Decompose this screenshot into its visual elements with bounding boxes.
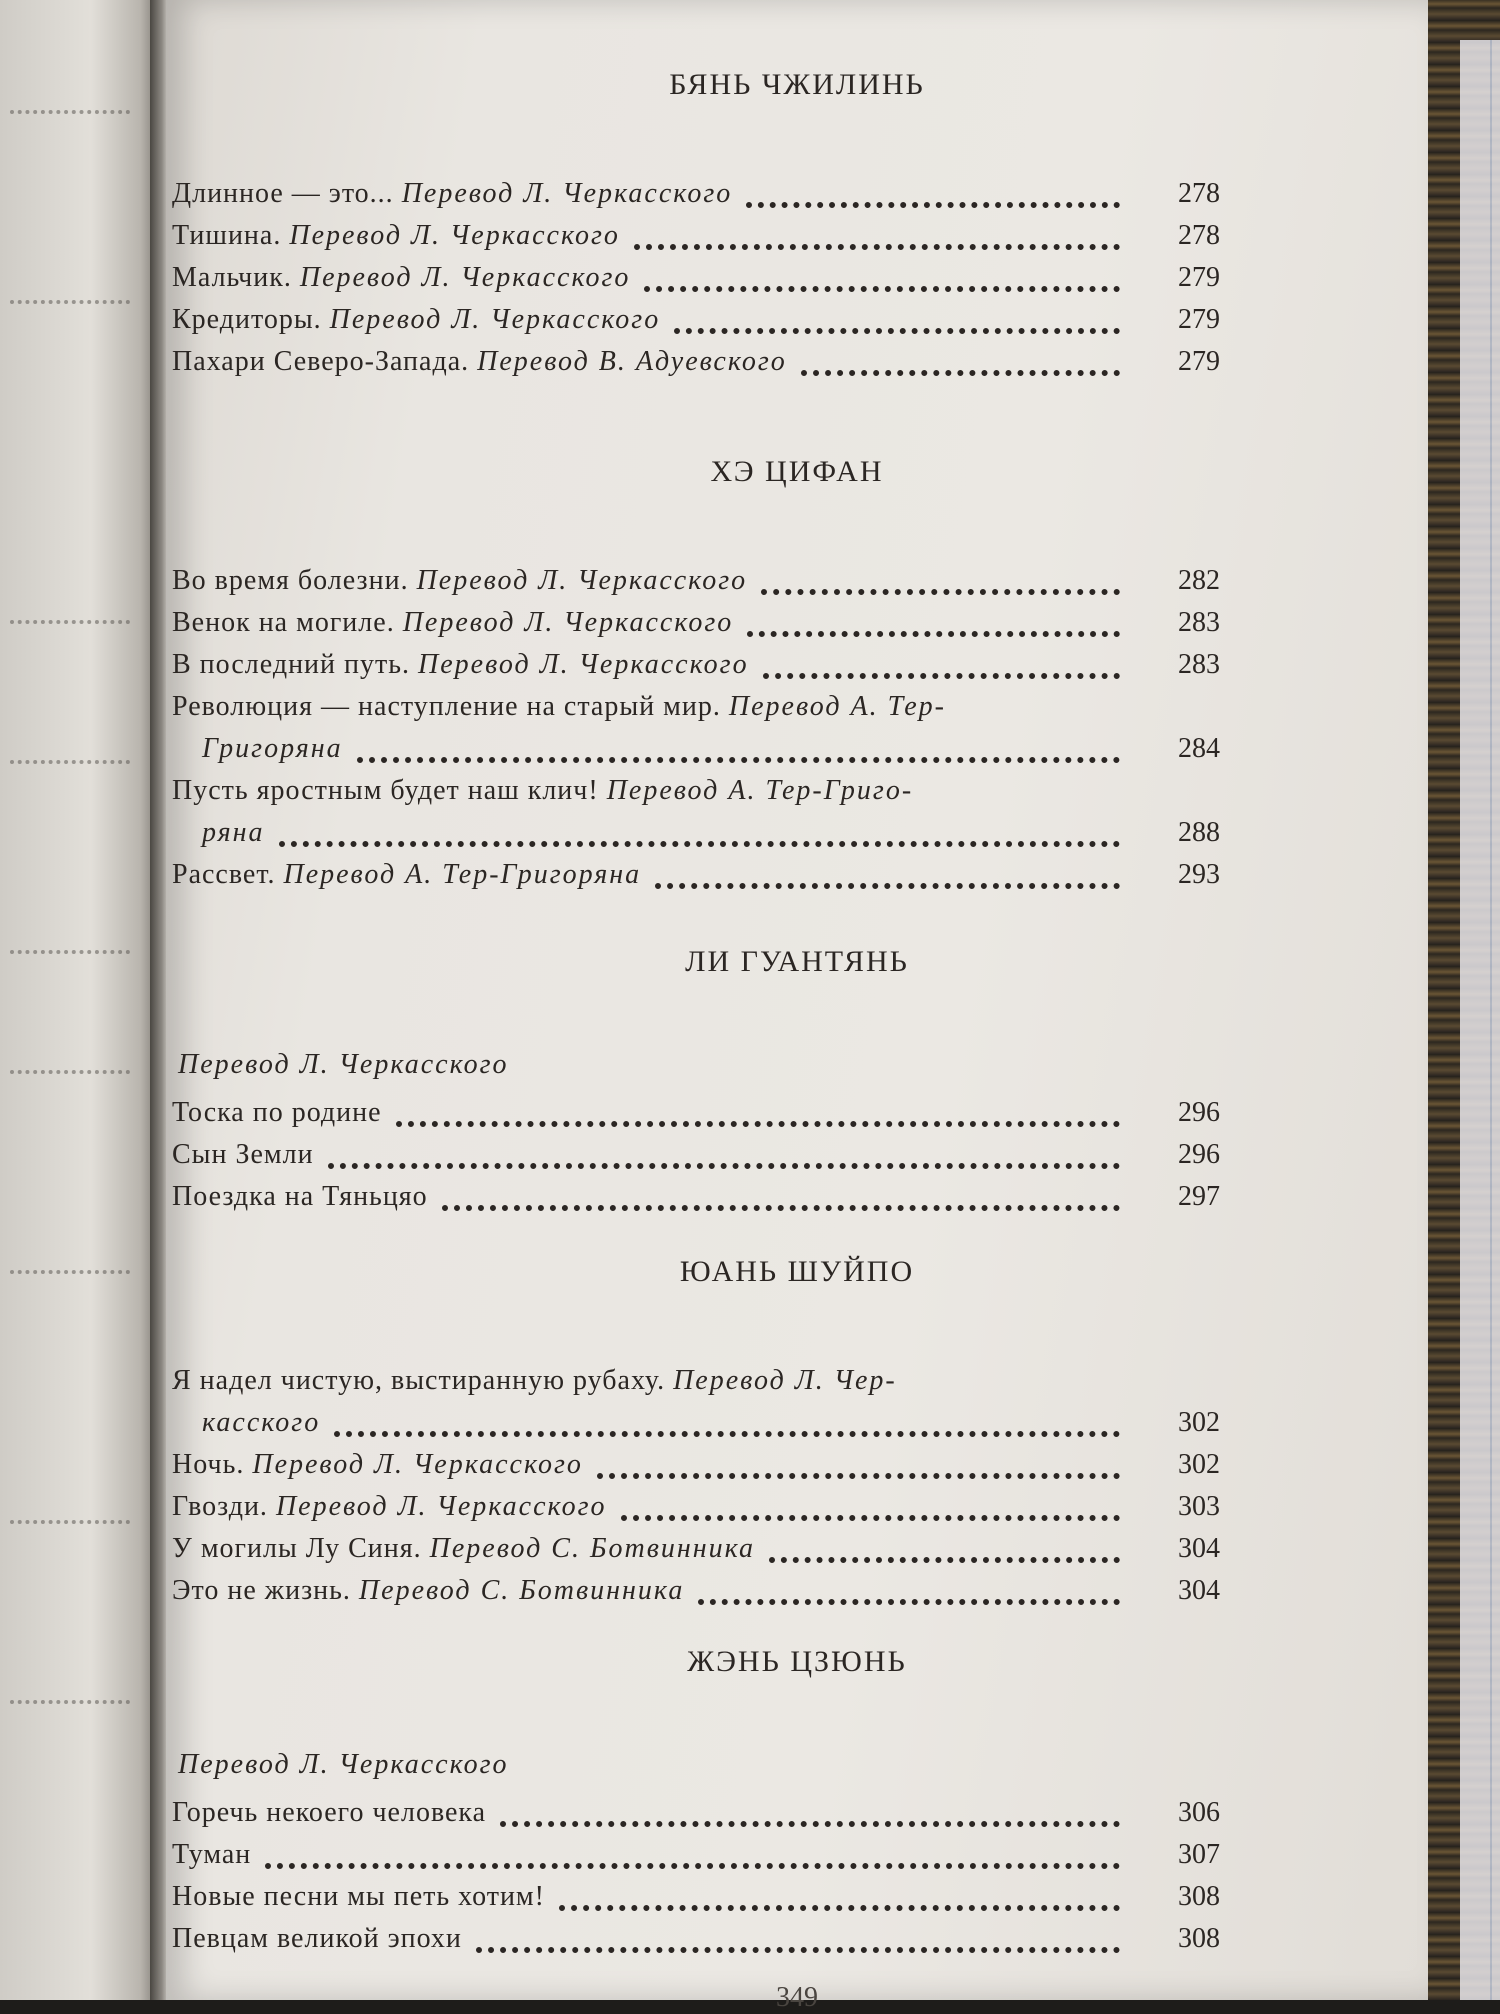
page-number: 288 (1178, 817, 1220, 848)
dot-leader (655, 883, 1120, 889)
dot-leader (634, 244, 1120, 250)
entry-title: Туман (172, 1839, 252, 1870)
page-number: 293 (1178, 859, 1220, 890)
dot-leader (746, 202, 1120, 208)
entry-title: Тоска по родине (172, 1097, 382, 1128)
entry-title-line (172, 220, 620, 252)
toc-entry[interactable] (166, 1575, 1428, 1615)
toc-entry[interactable] (166, 565, 1428, 605)
dot-leader (500, 1821, 1120, 1827)
entry-title-line (172, 775, 913, 807)
dot-leader (328, 1163, 1120, 1169)
page-number: 306 (1178, 1797, 1220, 1828)
facing-page-text (10, 110, 130, 118)
toc-entry[interactable] (166, 1839, 1428, 1879)
contents-page (166, 0, 1428, 2013)
entry-title: Пахари Северо-Запада. (172, 346, 470, 377)
facing-page-text (10, 1070, 130, 1078)
dot-leader (621, 1515, 1120, 1521)
entry-translator: Перевод Л. Черкасского (401, 178, 733, 209)
entry-title-line (172, 304, 660, 336)
page-number: 279 (1178, 262, 1220, 293)
entry-title: Новые песни мы петь хотим! (172, 1881, 545, 1912)
translator-note: Перевод Л. Черкасского (178, 1049, 509, 1080)
dot-leader (644, 286, 1120, 292)
entry-title: Во время болезни. (172, 565, 409, 596)
toc-entry[interactable] (166, 220, 1428, 260)
facing-page-text (10, 620, 130, 628)
page-number: 278 (1178, 178, 1220, 209)
toc-entry[interactable] (166, 1449, 1428, 1489)
entry-translator: Перевод Л. Чер- (673, 1365, 897, 1396)
dot-leader (334, 1431, 1120, 1437)
entry-title-line (172, 1491, 607, 1523)
dot-leader (357, 757, 1120, 763)
facing-page (0, 0, 165, 2000)
page-number: 279 (1178, 304, 1220, 335)
dot-leader (747, 631, 1120, 637)
dot-leader (597, 1473, 1120, 1479)
entry-translator: Перевод Л. Черкасского (299, 262, 631, 293)
entry-title-line (172, 1881, 545, 1913)
page-number: 297 (1178, 1181, 1220, 1212)
dot-leader (761, 589, 1120, 595)
entry-translator: Перевод А. Тер- (728, 691, 946, 722)
toc-entry[interactable] (166, 178, 1428, 218)
entry-title: Мальчик. (172, 262, 292, 293)
entry-title-line (172, 1839, 251, 1871)
entry-title-line (172, 565, 747, 597)
entry-title: Сын Земли (172, 1139, 314, 1170)
dot-leader (279, 841, 1120, 847)
toc-entry[interactable] (166, 346, 1428, 386)
page-number: 296 (1178, 1097, 1220, 1128)
entry-translator: Перевод Л. Черкасского (275, 1491, 607, 1522)
entry-translator: Перевод Л. Черкасского (329, 304, 661, 335)
toc-entry[interactable] (166, 262, 1428, 302)
entry-title: У могилы Лу Синя. (172, 1533, 422, 1564)
page-number: 302 (1178, 1449, 1220, 1480)
entry-title: Горечь некоего человека (172, 1797, 487, 1828)
entry-translator: Перевод Л. Черкасского (289, 220, 620, 251)
entry-title-line (172, 1797, 486, 1829)
book-cover-edge (1428, 0, 1500, 2000)
entry-title-line (172, 1923, 462, 1955)
entry-title-line (172, 691, 946, 723)
entry-translator: Перевод С. Ботвинника (358, 1575, 685, 1606)
toc-entry[interactable] (166, 649, 1428, 689)
page-number: 283 (1178, 607, 1220, 638)
page-number: 283 (1178, 649, 1220, 680)
toc-entry[interactable] (166, 1139, 1428, 1179)
entry-title: Длинное — это... (172, 178, 394, 209)
entry-title-line (172, 607, 733, 639)
dot-leader (476, 1947, 1120, 1953)
author-heading: БЯНЬ ЧЖИЛИНЬ (669, 68, 925, 101)
toc-entry[interactable] (166, 1097, 1428, 1137)
dot-leader (442, 1205, 1120, 1211)
entry-translator-continuation: ряна (202, 817, 265, 848)
dot-leader (396, 1121, 1120, 1127)
entry-translator: Перевод В. Адуевского (477, 346, 787, 377)
facing-page-text (10, 760, 130, 768)
author-heading: ХЭ ЦИФАН (710, 455, 884, 488)
entry-title-line (172, 1533, 755, 1565)
notebook-paper (1460, 40, 1500, 2000)
page-number: 279 (1178, 346, 1220, 377)
entry-translator: Перевод Л. Черкасского (416, 565, 748, 596)
entry-title-line (172, 178, 732, 210)
facing-page-text (10, 1520, 130, 1528)
entry-translator: Перевод Л. Черкасского (402, 607, 734, 638)
entry-title: Пусть яростным будет наш клич! (172, 775, 599, 806)
facing-page-text (10, 950, 130, 958)
entry-title-line (172, 1365, 897, 1397)
entry-translator: Перевод Л. Черкасского (252, 1449, 583, 1480)
dot-leader (674, 328, 1120, 334)
page-number: 304 (1178, 1575, 1220, 1606)
entry-title: Поездка на Тяньцяо (172, 1181, 428, 1212)
entry-title: Революция — наступление на старый мир. (172, 691, 721, 722)
page-number: 308 (1178, 1881, 1220, 1912)
entry-title: Ночь. (172, 1449, 245, 1480)
entry-title: Певцам великой эпохи (172, 1923, 462, 1954)
entry-title: Я надел чистую, выстиранную рубаху. (172, 1365, 666, 1396)
entry-title: Кредиторы. (172, 304, 322, 335)
page-footer-number: 349 (776, 1982, 818, 2013)
author-heading: ЮАНЬ ШУЙПО (679, 1255, 915, 1288)
author-heading: ЖЭНЬ ЦЗЮНЬ (687, 1645, 907, 1678)
facing-page-text (10, 300, 130, 308)
entry-translator-continuation: Григоряна (202, 733, 343, 764)
entry-title: Венок на могиле. (172, 607, 395, 638)
entry-translator: Перевод А. Тер-Григо- (606, 775, 914, 806)
entry-title-line (172, 859, 641, 891)
toc-entry[interactable] (166, 304, 1428, 344)
toc-entry[interactable] (166, 1923, 1428, 1963)
toc-entry[interactable] (166, 775, 1428, 815)
page-number: 304 (1178, 1533, 1220, 1564)
entry-translator: Перевод Л. Черкасского (418, 649, 749, 680)
page-number: 307 (1178, 1839, 1220, 1870)
toc-entry[interactable] (166, 1181, 1428, 1221)
toc-entry[interactable] (166, 607, 1428, 647)
entry-translator: Перевод А. Тер-Григоряна (283, 859, 642, 890)
entry-title: Тишина. (172, 220, 282, 251)
dot-leader (801, 370, 1120, 376)
entry-title: Гвозди. (172, 1491, 268, 1522)
page-number: 303 (1178, 1491, 1220, 1522)
entry-title: В последний путь. (172, 649, 411, 680)
entry-title-line (172, 649, 749, 681)
toc-entry[interactable] (166, 1491, 1428, 1531)
translator-note: Перевод Л. Черкасского (178, 1749, 509, 1780)
dot-leader (763, 673, 1120, 679)
entry-title-line (172, 1575, 684, 1607)
author-heading: ЛИ ГУАНТЯНЬ (685, 945, 909, 978)
dot-leader (559, 1905, 1120, 1911)
entry-title-line (172, 1449, 583, 1481)
entry-title-line (172, 1181, 428, 1213)
dot-leader (698, 1599, 1120, 1605)
entry-title-line (172, 262, 630, 294)
entry-title-line (172, 1097, 382, 1129)
facing-page-text (10, 1270, 130, 1278)
toc-entry[interactable] (166, 1533, 1428, 1573)
page-number: 308 (1178, 1923, 1220, 1954)
entry-title-line (172, 1139, 314, 1171)
entry-title: Это не жизнь. (172, 1575, 351, 1606)
page-number: 296 (1178, 1139, 1220, 1170)
page-number: 282 (1178, 565, 1220, 596)
toc-entry[interactable] (166, 691, 1428, 731)
page-number: 302 (1178, 1407, 1220, 1438)
facing-page-text (10, 1700, 130, 1708)
toc-entry[interactable] (166, 1365, 1428, 1405)
page-number: 278 (1178, 220, 1220, 251)
entry-title: Рассвет. (172, 859, 276, 890)
dot-leader (265, 1863, 1120, 1869)
entry-translator: Перевод С. Ботвинника (429, 1533, 756, 1564)
dot-leader (769, 1557, 1120, 1563)
toc-entry[interactable] (166, 1797, 1428, 1837)
entry-title-line (172, 346, 787, 378)
entry-translator-continuation: касского (202, 1407, 321, 1438)
toc-entry[interactable] (166, 1881, 1428, 1921)
page-number: 284 (1178, 733, 1220, 764)
toc-entry[interactable] (166, 859, 1428, 899)
